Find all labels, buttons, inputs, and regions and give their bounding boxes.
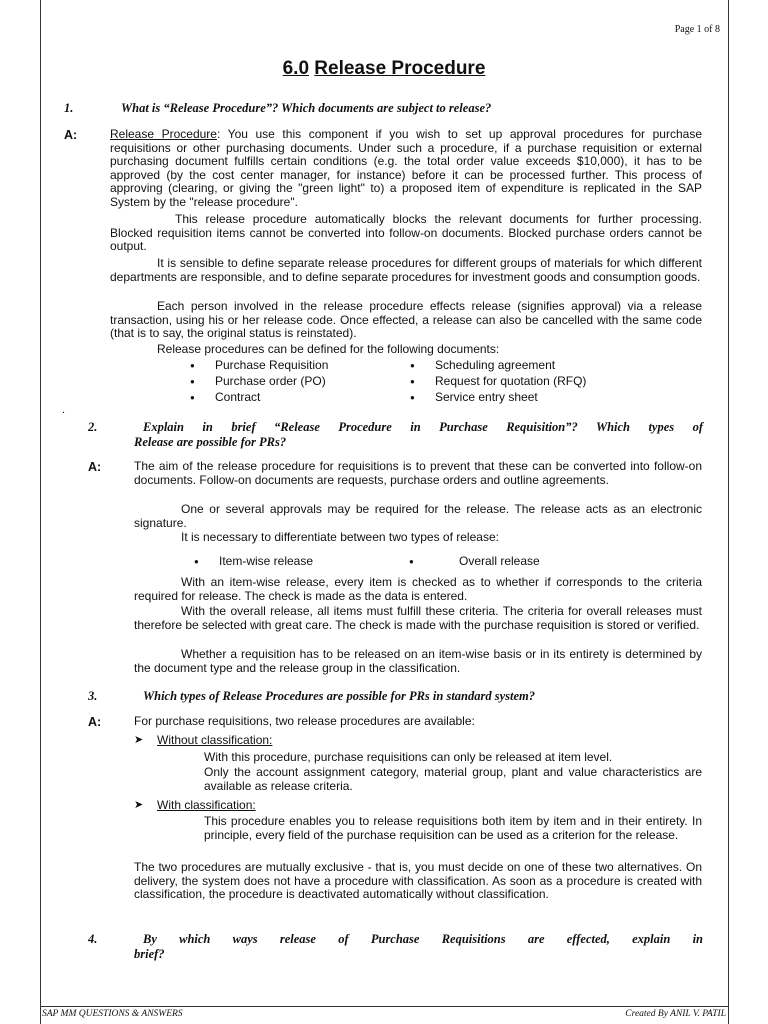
page-border-left [40,0,41,1024]
footer-left: SAP MM QUESTIONS & ANSWERS [42,1009,183,1019]
doc-item: Contract [215,390,261,404]
page-border-right [728,0,729,1024]
question-3-number: 3. [88,689,98,703]
release-type: Item-wise release [219,554,314,568]
release-type: Overall release [459,554,540,568]
question-4-line-2: brief? [134,947,165,961]
bullet-dot: ● [190,361,195,370]
answer-1-paragraph-3: It is sensible to define separate release procedures for different groups of materials for which different departments are responsible, and to define separate procedures for investment goods and consumption goods. [110,256,702,284]
doc-item: Request for quotation (RFQ) [435,374,587,388]
stray-mark: . [62,404,66,416]
footer-rule [40,1006,728,1007]
answer-1-paragraph-5: Release procedures can be defined for the following documents: [157,342,500,356]
answer-2-paragraph-1: The aim of the release procedure for requisitions is to prevent that these can be converted into follow-on documents. Follow-on documents are requests, purchase orders and outline agreements. [134,459,702,487]
doc-item: Purchase order (PO) [215,374,326,388]
answer-2-paragraph-2: One or several approvals may be required for the release. The release acts as an electronic signature. [134,502,702,530]
without-classification-text-1: With this procedure, purchase requisitions can only be released at item level. [204,750,613,764]
answer-1-label: A: [64,128,78,142]
question-2-number: 2. [88,420,98,434]
bullet-dot: ● [190,393,195,402]
section-number: 6.0 [282,58,310,79]
with-classification-label: With classification: [157,798,256,812]
question-4-number: 4. [88,932,98,946]
section-title: Release Procedure [314,58,486,79]
doc-item: Service entry sheet [435,390,538,404]
answer-3-closing: The two procedures are mutually exclusive - that is, you must decide on one of these two alternatives. On delivery, the system does not have a procedure with classification. As soon as a procedure is created with classification, the procedure is deactivated automatically without classification. [134,860,702,902]
question-2-line-1: Explain in brief “Release Procedure in Purchase Requisition”? Which types of [143,420,703,434]
without-classification-label: Without classification: [157,733,273,747]
footer-right: Created By ANIL V. PATIL [625,1009,726,1019]
answer-2-paragraph-5: With the overall release, all items must fulfill these criteria. The criteria for overall releases must therefore be selected with great care. The check is made with the purchase requisition is stored or verified. [134,604,702,632]
doc-item: Purchase Requisition [215,358,329,372]
answer-3-intro: For purchase requisitions, two release procedures are available: [134,714,475,728]
page-title [0,58,768,80]
answer-1-paragraph-4: Each person involved in the release procedure effects release (signifies approval) via a release transaction, using his or her release code. Once effected, a release can also be cancelled with the same code (that is to say, the original status is reinstated). [110,299,702,341]
doc-item: Scheduling agreement [435,358,556,372]
with-classification-text: This procedure enables you to release requisitions both item by item and in their entirety. In principle, every field of the purchase requisition can be used as a criterion for the release. [204,814,702,842]
answer-1-paragraph-2: This release procedure automatically blocks the relevant documents for further processing. Blocked requisition items cannot be converted into follow-on documents. Blocked purchase orders cannot be output. [110,212,702,254]
question-1-text: What is “Release Procedure”? Which documents are subject to release? [121,101,492,115]
bullet-dot: ● [410,377,415,386]
question-4-line-1: By which ways release of Purchase Requisitions are effected, explain in [143,932,703,946]
bullet-dot: ● [194,557,199,566]
without-classification-text-2: Only the account assignment category, material group, plant and value characteristics are available as release criteria. [204,765,702,793]
answer-3-label: A: [88,715,102,729]
question-3-text: Which types of Release Procedures are possible for PRs in standard system? [143,689,536,703]
page-number: Page 1 of 8 [674,24,720,35]
bullet-dot: ● [410,393,415,402]
question-2-line-2: Release are possible for PRs? [134,435,287,449]
question-1-number: 1. [64,101,74,115]
answer-2-paragraph-4: With an item-wise release, every item is checked as to whether if corresponds to the criteria required for release. The check is made as the data is entered. [134,575,702,603]
answer-2-paragraph-3: It is necessary to differentiate between two types of release: [181,530,499,544]
answer-2-label: A: [88,460,102,474]
arrow-bullet-icon: ➤ [134,734,144,746]
bullet-dot: ● [190,377,195,386]
term-release-procedure: Release Procedure [110,127,217,141]
bullet-dot: ● [410,361,415,370]
answer-2-paragraph-6: Whether a requisition has to be released on an item-wise basis or in its entirety is determined by the document type and the release group in the classification. [134,647,702,675]
bullet-dot: ● [409,557,414,566]
answer-1-paragraph-1: Release Procedure: You use this component if you wish to set up approval procedures for purchase requisitions or other purchasing documents. Under such a procedure, if a purchase requisition or external purchasing document fulfills certain conditions (e.g. the total order value exceeds $10,000), it has to be approved (by the cost center manager, for instance) before it can be processed further. This process of approving (clearing, or giving the "green light" to) a proposed item of expenditure is replicated in the SAP System by the "release procedure". [110,127,703,209]
arrow-bullet-icon: ➤ [134,799,144,811]
